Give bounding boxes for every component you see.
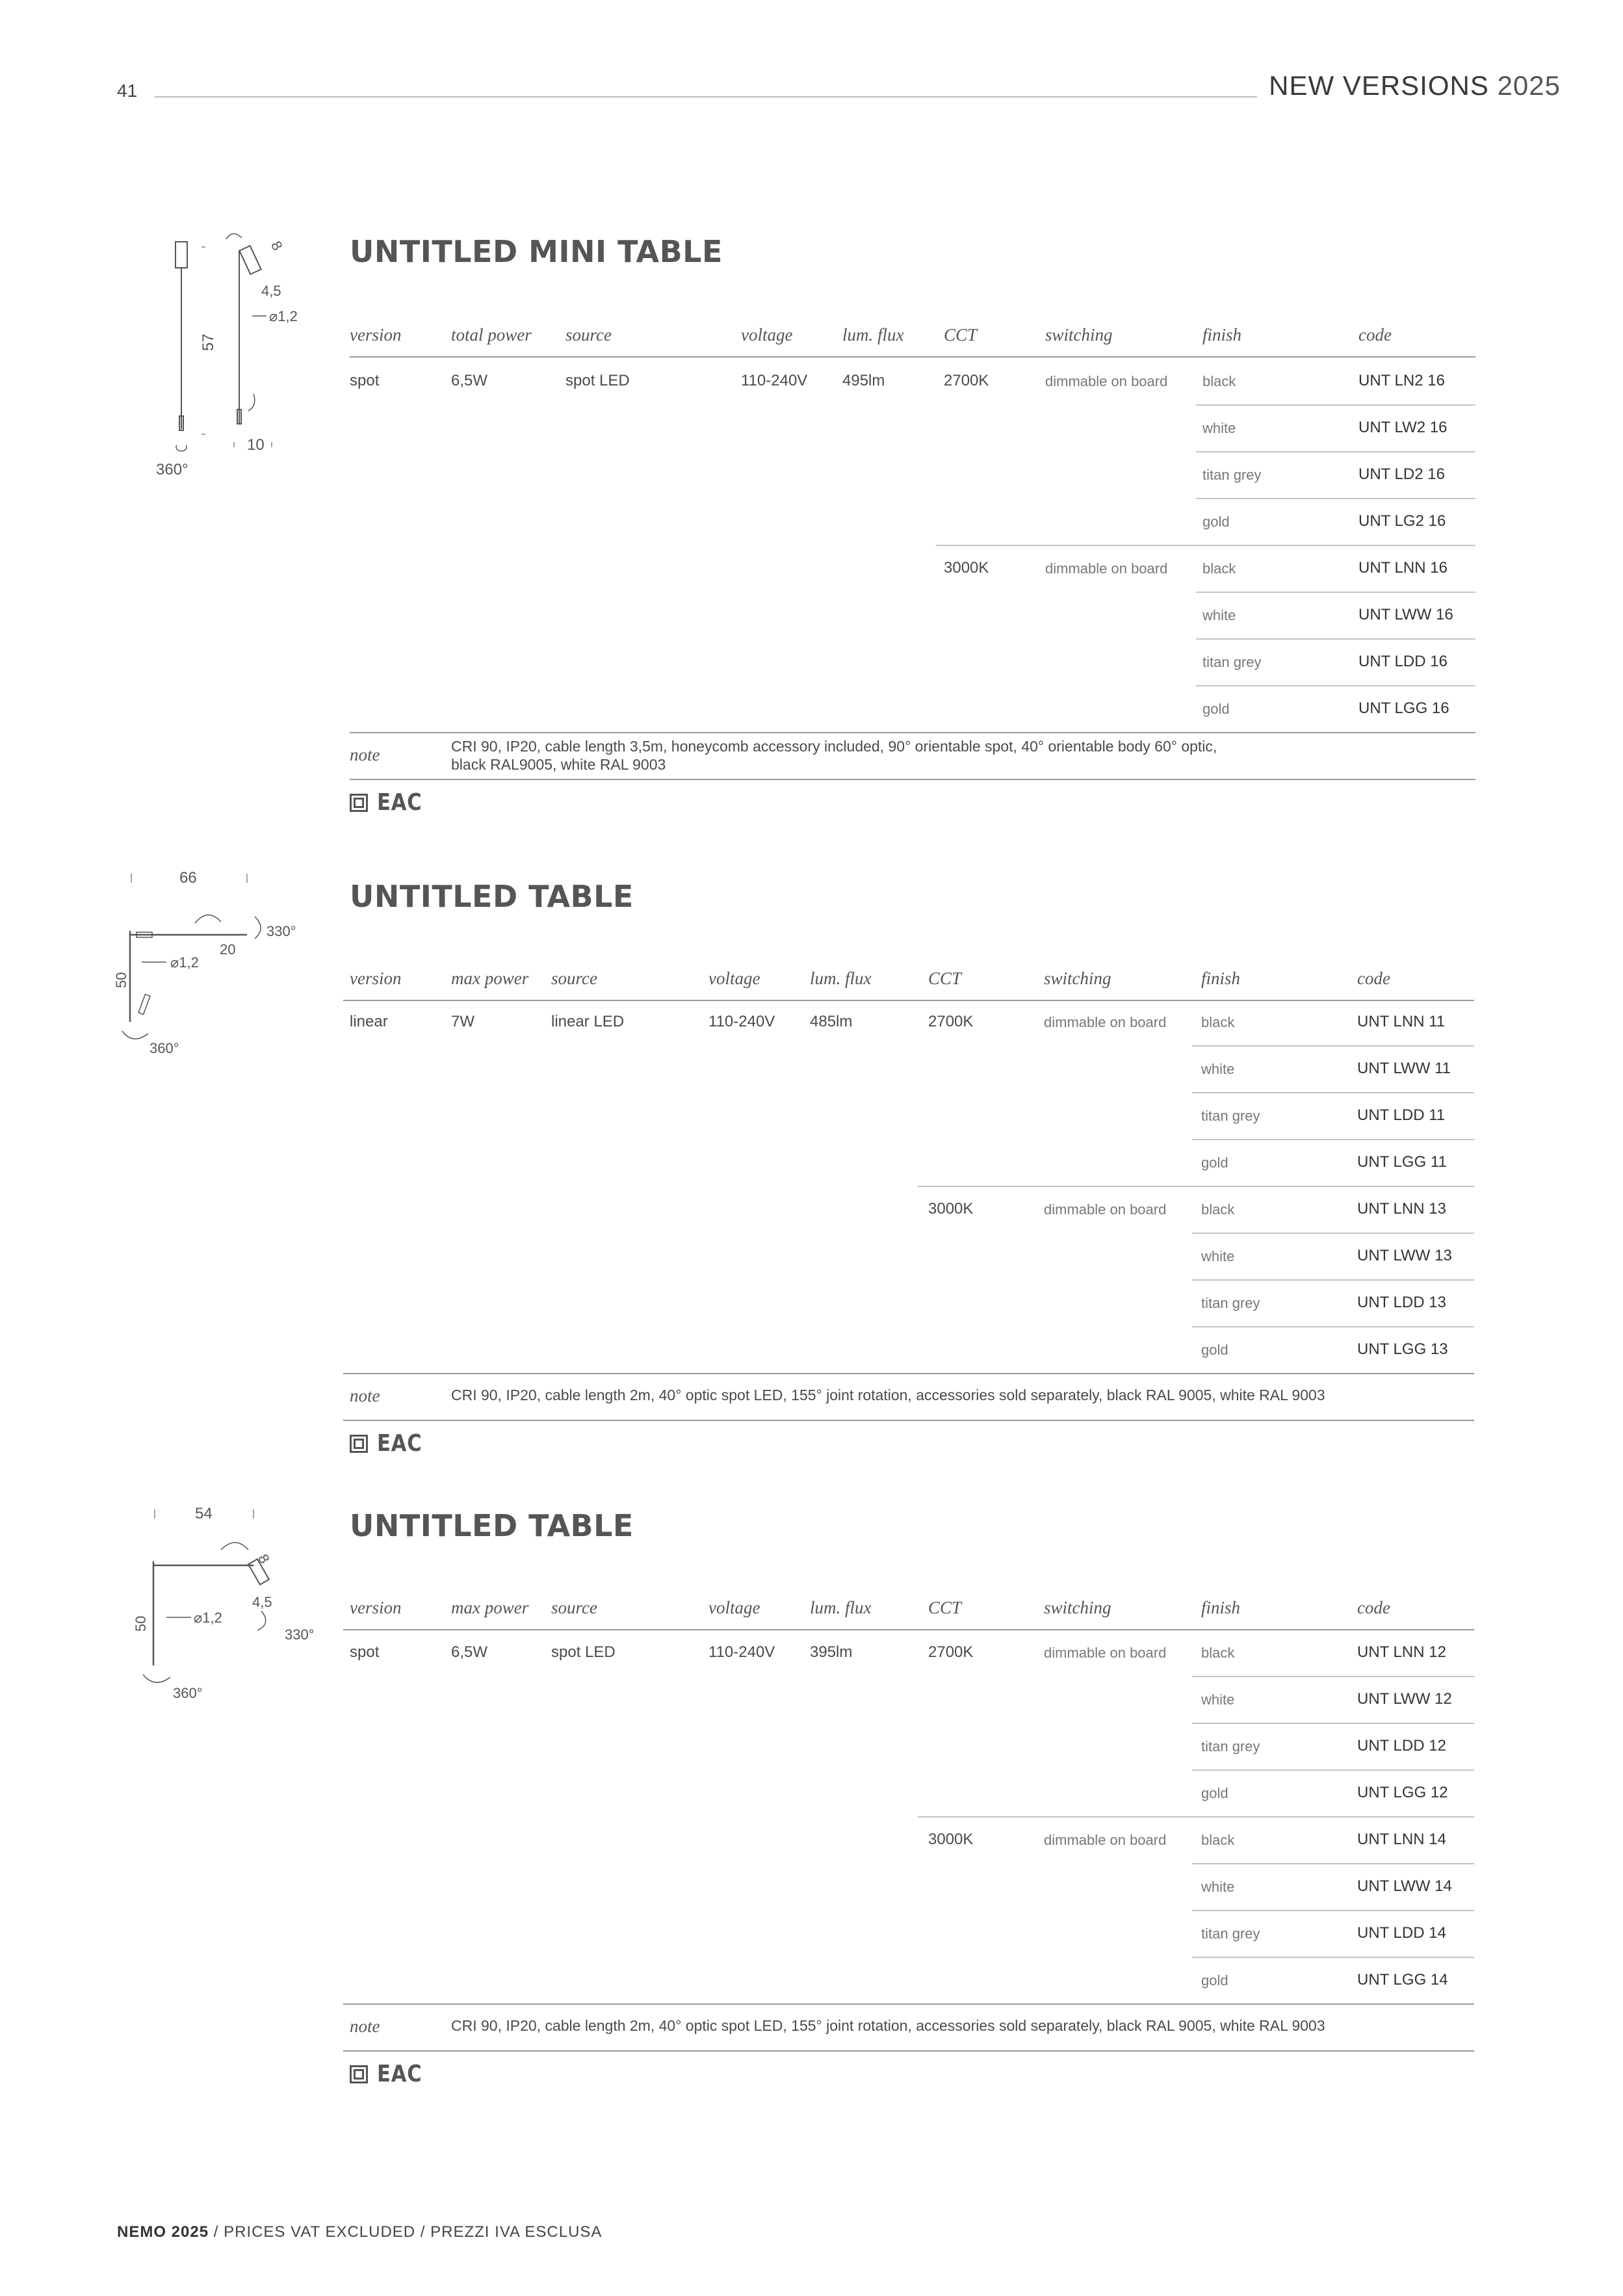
row-rule — [1192, 1233, 1474, 1234]
product-title: UNTITLED MINI TABLE — [350, 234, 723, 269]
cell-finish: gold — [1202, 701, 1230, 717]
cell-switching: dimmable on board — [1045, 373, 1168, 389]
note-text — [451, 2016, 1465, 2035]
cell-code: UNT LDD 12 — [1357, 1737, 1446, 1755]
column-header: voltage — [741, 325, 793, 345]
column-header: source — [565, 325, 612, 345]
header-title — [1269, 70, 1561, 101]
cell-power: 7W — [451, 1013, 474, 1030]
dim-height: 50 — [133, 1615, 149, 1632]
cell-finish: black — [1202, 560, 1236, 577]
cell-code: UNT LGG 12 — [1357, 1784, 1448, 1801]
dim-rotation: 360° — [149, 1040, 179, 1056]
cell-cct: 2700K — [928, 1013, 974, 1030]
cell-code: UNT LD2 16 — [1358, 465, 1445, 483]
dim-rotation: 360° — [173, 1685, 203, 1701]
cell-flux: 485lm — [810, 1013, 853, 1030]
cell-flux: 395lm — [810, 1643, 853, 1661]
column-header: code — [1357, 1598, 1390, 1617]
header-rule — [350, 356, 1475, 358]
note-text — [451, 1386, 1465, 1404]
ce-square-icon — [350, 2065, 368, 2083]
ce-square-icon — [350, 794, 368, 812]
cell-finish: gold — [1201, 1785, 1228, 1801]
cell-cct: 3000K — [928, 1200, 974, 1218]
cell-cct: 3000K — [928, 1831, 974, 1848]
note-text — [451, 737, 1465, 774]
row-rule — [1192, 1910, 1474, 1911]
cell-finish: white — [1201, 1879, 1235, 1895]
product-drawing-mini-table — [149, 221, 318, 497]
cell-finish: titan grey — [1201, 1925, 1260, 1942]
dim-width: 66 — [179, 869, 197, 887]
dim-diameter: ⌀1,2 — [269, 308, 298, 324]
cell-source: spot LED — [565, 372, 630, 389]
cell-finish: white — [1202, 607, 1236, 623]
product-drawing-table-spot — [123, 1495, 331, 1719]
column-header: voltage — [708, 1598, 760, 1617]
cell-code: UNT LNN 12 — [1357, 1643, 1446, 1661]
note-bottom-rule — [343, 1420, 1474, 1421]
cell-code: UNT LWW 12 — [1357, 1690, 1452, 1708]
cell-voltage: 110-240V — [708, 1013, 775, 1030]
cell-code: UNT LWW 11 — [1357, 1060, 1451, 1077]
row-rule — [1196, 451, 1475, 452]
column-header: switching — [1044, 1598, 1111, 1617]
column-header: code — [1357, 969, 1390, 988]
note-bottom-rule — [350, 779, 1475, 780]
cell-code: UNT LNN 14 — [1357, 1831, 1446, 1848]
column-header: max power — [451, 1598, 529, 1617]
cell-switching: dimmable on board — [1044, 1832, 1167, 1848]
cell-version: spot — [350, 1643, 380, 1661]
column-header: finish — [1202, 325, 1242, 345]
cell-version: spot — [350, 372, 380, 389]
product-title: UNTITLED TABLE — [350, 879, 634, 914]
footer — [117, 2223, 602, 2241]
cell-source: spot LED — [551, 1643, 616, 1661]
cell-power: 6,5W — [451, 1643, 488, 1661]
cell-code: UNT LGG 16 — [1358, 699, 1449, 717]
cell-finish: gold — [1201, 1972, 1228, 1989]
note-label: note — [350, 2016, 380, 2036]
eac-mark: EAC — [377, 789, 422, 816]
cell-code: UNT LDD 14 — [1357, 1924, 1446, 1942]
row-rule — [1196, 685, 1475, 686]
certification-marks — [350, 789, 430, 816]
column-header: total power — [451, 325, 532, 345]
note-line-1: CRI 90, IP20, cable length 2m, 40° optic spot LED, 155° joint rotation, accessories sold separately, black RAL 9005, white RAL 9003 — [451, 2017, 1325, 2034]
cell-code: UNT LWW 14 — [1357, 1877, 1452, 1895]
cell-code: UNT LDD 13 — [1357, 1294, 1446, 1311]
column-header: finish — [1201, 1598, 1241, 1617]
column-header: version — [350, 325, 402, 345]
dim-diameter: ⌀1,2 — [170, 954, 199, 971]
row-rule — [1192, 1092, 1474, 1093]
cell-cct: 3000K — [944, 559, 989, 577]
header-divider — [155, 96, 1257, 98]
row-rule — [1192, 1957, 1474, 1958]
header-title-year: 2025 — [1497, 70, 1561, 101]
cell-flux: 495lm — [842, 372, 885, 389]
cell-source: linear LED — [551, 1013, 625, 1030]
note-line-1: CRI 90, IP20, cable length 2m, 40° optic spot LED, 155° joint rotation, accessories sold separately, black RAL 9005, white RAL 9003 — [451, 1387, 1325, 1403]
cell-finish: titan grey — [1201, 1295, 1260, 1311]
eac-mark: EAC — [377, 1430, 422, 1457]
cell-code: UNT LN2 16 — [1358, 372, 1445, 389]
cell-power: 6,5W — [451, 372, 488, 389]
cell-finish: white — [1201, 1248, 1235, 1264]
product-title: UNTITLED TABLE — [350, 1508, 634, 1543]
column-header: voltage — [708, 969, 760, 988]
cell-voltage: 110-240V — [741, 372, 808, 389]
row-rule — [1192, 1326, 1474, 1327]
column-header: code — [1358, 325, 1392, 345]
dim-b: 4,5 — [252, 1594, 272, 1610]
column-header: lum. flux — [810, 969, 872, 988]
cell-code: UNT LNN 11 — [1357, 1013, 1446, 1030]
cell-code: UNT LDD 11 — [1357, 1106, 1446, 1124]
row-rule — [1192, 1863, 1474, 1864]
cell-voltage: 110-240V — [708, 1643, 775, 1661]
dim-height: 50 — [113, 972, 129, 988]
dim-rotation-top: 330° — [266, 923, 296, 939]
row-rule — [1192, 1279, 1474, 1281]
cell-switching: dimmable on board — [1044, 1645, 1167, 1661]
column-header: finish — [1201, 969, 1241, 988]
cell-code: UNT LDD 16 — [1358, 653, 1448, 670]
dim-b: 4,5 — [261, 283, 281, 299]
cell-code: UNT LNN 13 — [1357, 1200, 1446, 1218]
row-rule — [1196, 404, 1475, 406]
cell-finish: titan grey — [1201, 1108, 1260, 1124]
cell-finish: titan grey — [1202, 467, 1262, 483]
certification-marks — [350, 1430, 430, 1457]
cell-code: UNT LGG 11 — [1357, 1153, 1447, 1171]
cell-code: UNT LG2 16 — [1358, 512, 1446, 530]
group-rule — [936, 545, 1475, 546]
column-header: CCT — [928, 1598, 962, 1617]
cell-code: UNT LW2 16 — [1358, 419, 1448, 436]
note-label: note — [350, 745, 380, 764]
row-rule — [1196, 498, 1475, 499]
footer-text: / PRICES VAT EXCLUDED / PREZZI IVA ESCLUSA — [209, 2223, 603, 2241]
cell-finish: black — [1201, 1201, 1235, 1218]
header-title-text: NEW VERSIONS — [1269, 70, 1489, 101]
cell-finish: black — [1202, 373, 1236, 389]
dim-width: 10 — [247, 436, 265, 454]
cell-finish: gold — [1202, 514, 1230, 530]
cell-code: UNT LWW 13 — [1357, 1247, 1452, 1264]
cell-code: UNT LNN 16 — [1358, 559, 1448, 577]
cell-cct: 2700K — [944, 372, 989, 389]
row-rule — [1196, 592, 1475, 593]
cell-finish: white — [1201, 1691, 1235, 1708]
cell-finish: white — [1201, 1061, 1235, 1077]
cell-finish: gold — [1201, 1155, 1228, 1171]
group-rule — [918, 1816, 1474, 1818]
cell-code: UNT LGG 14 — [1357, 1971, 1448, 1989]
cell-finish: black — [1201, 1014, 1235, 1030]
product-drawing-table-linear — [110, 865, 318, 1082]
column-header: lum. flux — [810, 1598, 872, 1617]
row-rule — [1192, 1045, 1474, 1047]
column-header: source — [551, 1598, 597, 1617]
certification-marks — [350, 2061, 430, 2087]
note-label: note — [350, 1386, 380, 1405]
cell-finish: titan grey — [1201, 1738, 1260, 1755]
column-header: max power — [451, 969, 529, 988]
column-header: source — [551, 969, 597, 988]
row-rule — [1192, 1139, 1474, 1140]
eac-mark: EAC — [377, 2061, 422, 2087]
cell-finish: titan grey — [1202, 654, 1262, 670]
note-top-rule — [343, 1373, 1474, 1374]
cell-code: UNT LWW 16 — [1358, 606, 1453, 623]
note-line-2: black RAL9005, white RAL 9003 — [451, 756, 666, 773]
footer-brand: NEMO 2025 — [117, 2223, 209, 2241]
cell-cct: 2700K — [928, 1643, 974, 1661]
dim-width: 54 — [195, 1505, 213, 1522]
note-line-1: CRI 90, IP20, cable length 3,5m, honeycomb accessory included, 90° orientable spot, 40° orientable body 60° optic, — [451, 738, 1217, 755]
row-rule — [1192, 1723, 1474, 1724]
dim-rotation: 360° — [156, 461, 188, 478]
cell-switching: dimmable on board — [1045, 560, 1168, 577]
cell-finish: white — [1202, 420, 1236, 436]
column-header: CCT — [928, 969, 962, 988]
group-rule — [918, 1186, 1474, 1187]
cell-switching: dimmable on board — [1044, 1014, 1167, 1030]
ce-square-icon — [350, 1435, 368, 1453]
cell-version: linear — [350, 1013, 388, 1030]
dim-arm: 20 — [220, 941, 236, 958]
row-rule — [1196, 638, 1475, 640]
header-rule — [343, 1629, 1474, 1630]
note-bottom-rule — [343, 2050, 1474, 2052]
cell-code: UNT LGG 13 — [1357, 1340, 1448, 1358]
dim-a: 8 — [268, 238, 286, 254]
note-top-rule — [343, 2003, 1474, 2005]
column-header: lum. flux — [842, 325, 904, 345]
column-header: CCT — [944, 325, 978, 345]
dim-a: 8 — [255, 1551, 273, 1567]
cell-finish: black — [1201, 1645, 1235, 1661]
column-header: switching — [1045, 325, 1113, 345]
note-top-rule — [350, 732, 1475, 733]
dim-diameter: ⌀1,2 — [194, 1610, 222, 1626]
row-rule — [1192, 1769, 1474, 1771]
header-rule — [343, 1000, 1474, 1001]
dim-rotation-top: 330° — [285, 1626, 315, 1643]
row-rule — [1192, 1676, 1474, 1677]
dim-height: 57 — [200, 333, 217, 351]
cell-switching: dimmable on board — [1044, 1201, 1167, 1218]
column-header: version — [350, 969, 402, 988]
column-header: version — [350, 1598, 402, 1617]
page-number: 41 — [117, 81, 138, 101]
column-header: switching — [1044, 969, 1111, 988]
cell-finish: gold — [1201, 1342, 1228, 1358]
cell-finish: black — [1201, 1832, 1235, 1848]
